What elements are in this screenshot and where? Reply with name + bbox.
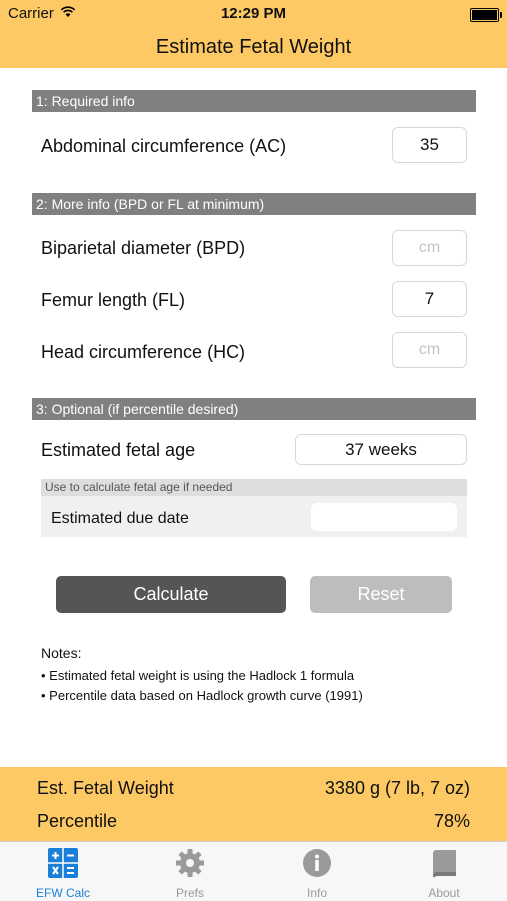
tab-label: EFW Calc — [36, 886, 90, 900]
bpd-input[interactable]: cm — [392, 230, 467, 266]
page-title: Estimate Fetal Weight — [155, 36, 352, 58]
due-date-panel — [41, 479, 467, 537]
tab-about[interactable] — [381, 842, 507, 901]
tab-info[interactable] — [254, 842, 380, 901]
due-date-input[interactable] — [311, 503, 457, 531]
bpd-label: Biparietal diameter (BPD) — [41, 238, 246, 258]
tab-label: Info — [306, 886, 327, 900]
percentile-value: 78% — [433, 811, 470, 831]
book-icon — [429, 848, 459, 878]
tab-label: Prefs — [175, 886, 204, 900]
tab-label: About — [428, 886, 460, 900]
tab-efw-calc[interactable] — [0, 842, 126, 901]
notes-title: Notes: — [41, 645, 82, 661]
hc-input[interactable]: cm — [392, 332, 467, 368]
due-date-label: Estimated due date — [51, 510, 189, 527]
header — [0, 0, 507, 68]
calculator-icon — [48, 848, 78, 878]
status-bar — [0, 0, 507, 28]
section-header-required: 1: Required info — [32, 90, 476, 112]
tab-prefs[interactable] — [127, 842, 253, 901]
section-header-optional: 3: Optional (if percentile desired) — [32, 398, 476, 420]
gear-icon — [175, 848, 205, 878]
note-item: • Estimated fetal weight is using the Hadlock 1 formula — [41, 668, 355, 683]
weight-value: 3380 g (7 lb, 7 oz) — [324, 778, 470, 798]
clock: 12:29 PM — [220, 5, 287, 22]
fetal-age-input[interactable]: 37 weeks — [295, 434, 467, 465]
section-header-more: 2: More info (BPD or FL at minimum) — [32, 193, 476, 215]
carrier-label: Carrier — [8, 5, 54, 22]
fl-input[interactable]: 7 — [392, 281, 467, 317]
due-date-hint: Use to calculate fetal age if needed — [41, 479, 467, 496]
fetal-age-label: Estimated fetal age — [41, 440, 196, 460]
calculate-button[interactable]: Calculate — [56, 576, 286, 613]
percentile-label: Percentile — [37, 811, 118, 831]
tab-bar — [0, 841, 507, 901]
reset-button[interactable]: Reset — [310, 576, 452, 613]
info-icon — [302, 848, 332, 878]
hc-label: Head circumference (HC) — [41, 342, 246, 362]
note-item: • Percentile data based on Hadlock growth curve (1991) — [41, 688, 363, 703]
ac-label: Abdominal circumference (AC) — [41, 136, 287, 156]
fl-label: Femur length (FL) — [41, 290, 186, 310]
battery-icon — [470, 8, 499, 22]
ac-input[interactable]: 35 — [392, 127, 467, 163]
results-panel — [0, 767, 507, 841]
weight-label: Est. Fetal Weight — [37, 778, 174, 798]
